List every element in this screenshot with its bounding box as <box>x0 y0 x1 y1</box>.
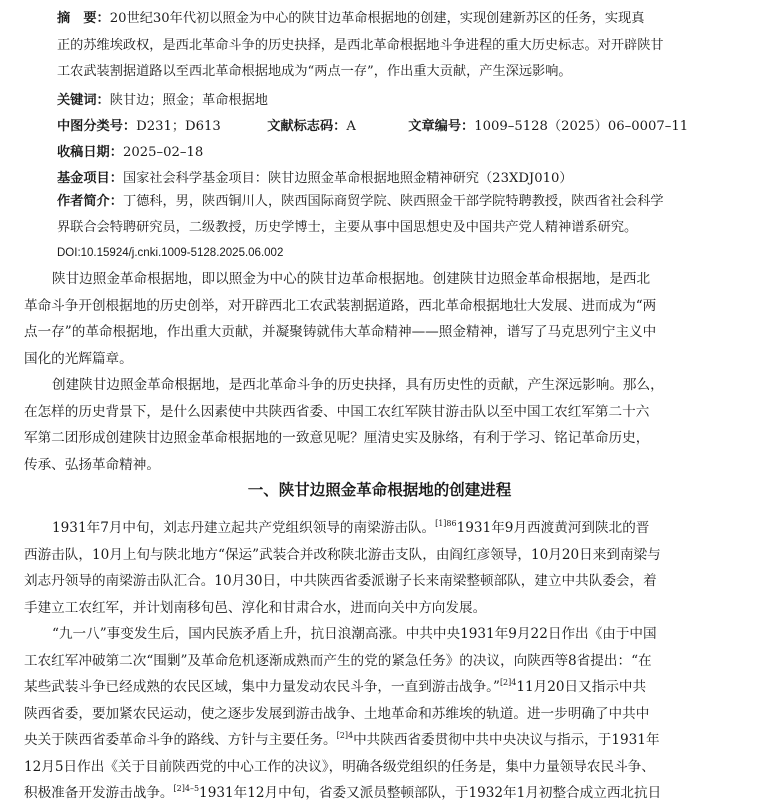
abstract <box>57 6 747 86</box>
doi: DOI:10.15924/j.cnki.1009-5128.2025.06.002 <box>57 247 284 259</box>
article-no-value: 1009–5128（2025）06–0007–11 <box>474 119 689 134</box>
citation: [2]4 <box>336 731 354 740</box>
doc-code-label: 文献标志码： <box>267 119 347 134</box>
keywords <box>57 88 268 114</box>
abstract-line: 工农武装割据道路以至西北革命根据地成为“两点一存”，作出重大贡献，产生深远影响。 <box>57 64 572 79</box>
doc-code-value: A <box>346 119 356 134</box>
received-value: 2025–02–18 <box>122 145 204 160</box>
fund-label: 基金项目： <box>57 171 123 186</box>
section-paragraph: 1931年7月中旬，刘志丹建立起共产党组织领导的南梁游击队。$^{[1]86}$1931年9月西渡黄河到陕北的晋 西游击队，10月上旬与陕北地方“保运”武装合并改称陕北游击支队，由阎红彦领导，10月20日来到南梁与 刘志丹领导的南梁游击队汇合。10月30日，中共陕西省委派谢子长来南梁整顿部队，建立中共队委会，着 手建立工农红军，并计划南移旬邑、淳化和甘肃合水，进而向关中方向发展。 <box>24 519 661 616</box>
received-date <box>57 140 203 166</box>
intro-paragraph: 陕甘边照金革命根据地，即以照金为中心的陕甘边革命根据地。创建陕甘边照金革命根据地，是西北 革命斗争开创根据地的历史创举，对开辟西北工农武装割据道路，西北革命根据地壮大发展、进而成为“两 点一存”的革命根据地，作出重大贡献，并凝聚铸就伟大革命精神——照金精神，谱写了马克思列宁主义中 国化的光辉篇章。 <box>24 271 657 367</box>
keywords-label: 关键词： <box>57 93 110 108</box>
fund-value: 国家社会科学基金项目：陕甘边照金革命根据地照金精神研究（23XDJ010） <box>122 171 573 186</box>
intro-paragraph: 创建陕甘边照金革命根据地，是西北革命斗争的历史抉择，具有历史性的贡献，产生深远影响。那么， 在怎样的历史背景下，是什么因素使中共陕西省委、中国工农红军陕甘游击队以至中国工农红军第二十六 军第二团形成创建陕甘边照金革命根据地的一致意见呢？厘清史实及脉络，有利于学习、铭记革命历史， 传承、弘扬革命精神。 <box>24 377 664 473</box>
citation: [1]86 <box>435 519 457 528</box>
author-line: 作者简介：丁德科，男，陕西铜川人，陕西国际商贸学院、陕西照金干部学院特聘教授，陕西省社会科学 <box>57 194 664 209</box>
citation: [2]4 <box>499 678 517 687</box>
author-bio <box>57 189 747 241</box>
clc-value: D231；D613 <box>136 119 221 134</box>
section-paragraph: “九一八”事变发生后，国内民族矛盾上升，抗日浪潮高涨。中共中央1931年9月22日作出《由于中国 工农红军冲破第二次“围剿”及革命危机逐渐成熟而产生的党的紧急任务》的决议，向陕西等8省提出：“在 某些武装斗争已经成熟的农民区域，集中力量发动农民斗争，一直到游击战争。”$^{[2]4}$11月20日又指示中共 陕西省委，要加紧农民运动，使之逐步发展到游击战争、土地革命和苏维埃的轨道。进一步明确了中共中 央关于陕西省委革命斗争的路线、方针与主要任务。$^{[2]4}$中共陕西省委贯彻中共中央决议与指示，于1931年 12月5日作出《关于目前陕西党的中心工作的决议》，明确各级党组织的任务是，集中力量领导农民斗争、 积极准备开发游击战争。$^{[2]4-5}$1931年12月中旬，省委又派员整顿部队，于1932年1月初整合成立西北抗日 <box>24 626 662 801</box>
received-label: 收稿日期： <box>57 145 123 160</box>
section-heading: 一、陕甘边照金革命根据地的创建进程 <box>247 481 512 499</box>
author-label: 作者简介： <box>57 194 123 209</box>
classification-row <box>57 114 688 140</box>
article-no-label: 文章编号： <box>408 119 475 134</box>
abstract-label: 摘 要： <box>57 11 110 26</box>
abstract-line: 摘 要：20世纪30年代初以照金为中心的陕甘边革命根据地的创建，实现创建新苏区的任务，实现真 <box>57 11 645 26</box>
abstract-line: 正的苏维埃政权，是西北革命斗争的历史抉择，是西北革命根据地斗争进程的重大历史标志。对开辟陕甘 <box>57 37 664 53</box>
author-line: 界联合会特聘研究员，二级教授，历史学博士，主要从事中国思想史及中国共产党人精神谱系研究。 <box>57 220 638 235</box>
keywords-value: 陕甘边；照金；革命根据地 <box>109 93 268 108</box>
clc-label: 中图分类号： <box>57 119 137 134</box>
citation: [2]4–5 <box>173 784 200 793</box>
